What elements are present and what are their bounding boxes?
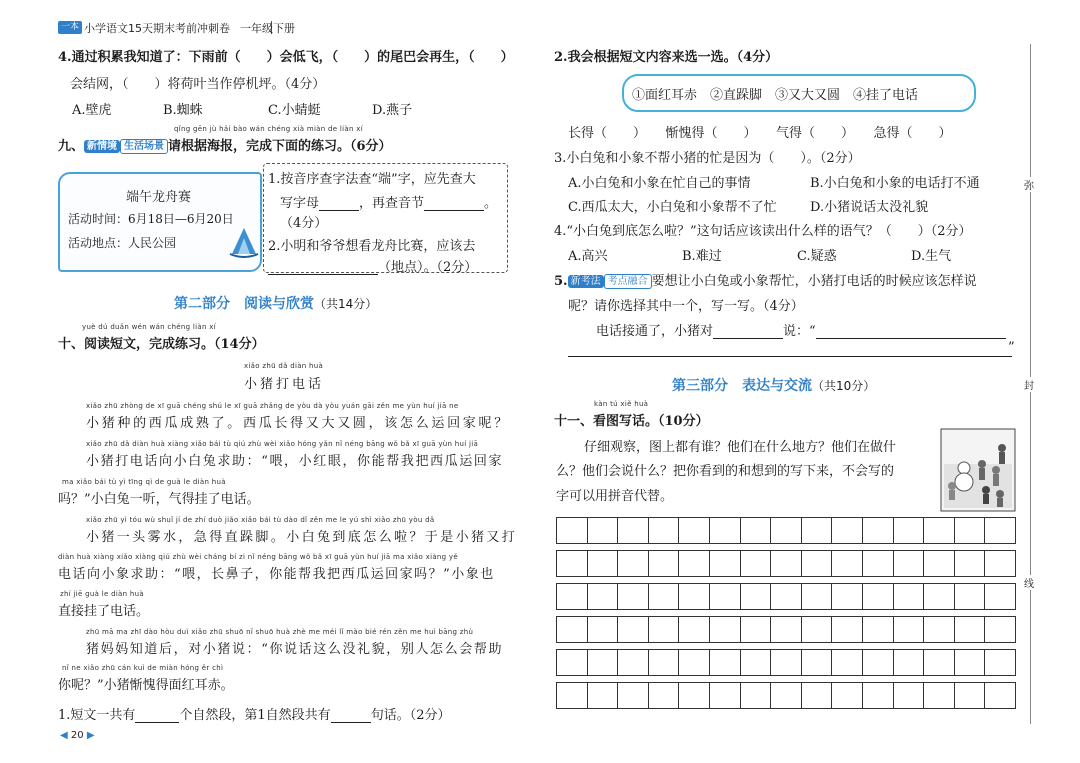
q10-sub5-number: 5.	[554, 274, 568, 289]
writing-grid-cell[interactable]	[954, 517, 986, 544]
speech-blank-2[interactable]	[568, 356, 1012, 357]
writing-grid-cell[interactable]	[770, 583, 802, 610]
q9-sub2-line1: 2.小明和爷爷想看龙舟比赛，应该去	[268, 239, 476, 254]
writing-grid-cell[interactable]	[770, 682, 802, 709]
writing-grid-cell[interactable]	[862, 682, 894, 709]
writing-grid-cell[interactable]	[923, 682, 955, 709]
prev-page-icon: ◀	[60, 730, 68, 741]
seal-char-feng: 封	[1024, 377, 1034, 392]
q10-sub5-line3	[596, 320, 1006, 339]
story-line4: 小猪一头雾水，急得直跺脚。小白兔到底怎么啦？于是小猪又打	[86, 530, 518, 545]
writing-grid-cell[interactable]	[831, 649, 863, 676]
writing-grid-cell[interactable]	[709, 517, 741, 544]
story-line7: 猪妈妈知道后，对小猪说：“你说话这么没礼貌，别人怎么会帮助	[86, 642, 504, 657]
q11-prompt-1: 仔细观察，图上都有谁？他们在什么地方？他们在做什	[584, 440, 897, 455]
writing-grid-cell[interactable]	[954, 583, 986, 610]
writing-grid-cell[interactable]	[709, 682, 741, 709]
dragon-boat-icon	[228, 224, 260, 260]
q4-line2: 会结网，（ ）将荷叶当作停机坪。（4分）	[70, 77, 326, 92]
writing-grid-cell[interactable]	[862, 649, 894, 676]
part2-heading	[174, 293, 377, 313]
q4-line1: 4.通过积累我知道了：下雨前（ ）会低飞，（ ）的尾巴会再生，（ ）	[58, 50, 514, 65]
part2-score: （共14分）	[314, 297, 378, 311]
writing-grid-cell[interactable]	[678, 583, 710, 610]
story-line2: 小猪打电话向小白兔求助：“喂，小红眼，你能帮我把西瓜运回家	[86, 454, 504, 469]
header-title: 小学语文15天期末考前冲刺卷	[84, 22, 230, 35]
writing-grid-cell[interactable]	[709, 616, 741, 643]
writing-grid-cell[interactable]	[678, 550, 710, 577]
q10-sub4-option-c: C.疑惑	[797, 249, 837, 264]
writing-grid-cell[interactable]	[556, 583, 588, 610]
q10-sub1-text-a: 1.短文一共有	[58, 708, 136, 723]
story-line5: 电话向小象求助：“喂，长鼻子，你能帮我把西瓜运回家吗？”小象也	[58, 567, 495, 582]
writing-grid-cell[interactable]	[801, 550, 833, 577]
q10-sub4-option-a: A.高兴	[568, 249, 608, 264]
writing-grid-cell[interactable]	[831, 616, 863, 643]
writing-grid-cell[interactable]	[893, 550, 925, 577]
writing-grid-cell[interactable]	[770, 550, 802, 577]
q9-sub1-text-a: 写字母	[280, 196, 320, 211]
q9-sub2-line2	[268, 256, 477, 275]
writing-grid-cell[interactable]	[587, 550, 619, 577]
q11-prompt-3: 字可以用拼音代替。	[556, 489, 674, 504]
writing-grid[interactable]	[556, 517, 1015, 715]
writing-grid-cell[interactable]	[648, 550, 680, 577]
story-line5-pinyin: diàn huà xiàng xiǎo xiàng qiú zhù wèi cháng bí zi nǐ néng bāng wǒ bǎ xī guā yùn huí jiā ma xiǎo xiàng yě	[58, 553, 458, 561]
series-logo: 一本	[58, 21, 82, 34]
writing-grid-cell[interactable]	[954, 550, 986, 577]
q9-sub1-text-b: ，再查音节	[359, 196, 425, 211]
place-blank[interactable]	[268, 262, 378, 275]
writing-grid-cell[interactable]	[556, 682, 588, 709]
writing-grid-cell[interactable]	[740, 583, 772, 610]
writing-grid-cell[interactable]	[617, 616, 649, 643]
writing-grid-cell[interactable]	[984, 517, 1016, 544]
writing-grid-cell[interactable]	[831, 682, 863, 709]
q10-sub2: 2.我会根据短文内容来选一选。（4分）	[554, 50, 779, 65]
writing-grid-cell[interactable]	[648, 649, 680, 676]
writing-grid-cell[interactable]	[678, 649, 710, 676]
writing-grid-cell[interactable]	[984, 550, 1016, 577]
q10-sub5-line2: 呢？请你选择其中一个，写一写。（4分）	[568, 299, 804, 314]
picture-writing-illustration	[940, 428, 1016, 512]
phrase-choice-box	[622, 74, 976, 112]
page-number-text: 20	[70, 730, 84, 741]
q10-sub5-line1	[554, 270, 977, 289]
writing-grid-cell[interactable]	[678, 517, 710, 544]
q9-sub1-score: （4分）	[280, 216, 328, 231]
q9-sub1-line1: 1.按音序查字法查“端”字，应先查大	[268, 172, 476, 187]
writing-grid-cell[interactable]	[831, 550, 863, 577]
writing-grid-cell[interactable]	[740, 616, 772, 643]
writing-grid-cell[interactable]	[740, 649, 772, 676]
q10-sub3-option-b: B.小白兔和小象的电话打不通	[810, 176, 980, 191]
q9-sub1-text-c: 。	[484, 196, 498, 211]
writing-grid-cell[interactable]	[984, 682, 1016, 709]
q10-sub1-text-c: 句话。（2分）	[370, 708, 451, 723]
writing-grid-cell[interactable]	[587, 682, 619, 709]
writing-grid-cell[interactable]	[893, 616, 925, 643]
q4-option-b: B.蜘蛛	[163, 103, 203, 118]
writing-grid-cell[interactable]	[954, 682, 986, 709]
writing-grid-cell[interactable]	[617, 517, 649, 544]
writing-grid-cell[interactable]	[801, 649, 833, 676]
writing-grid-cell[interactable]	[801, 616, 833, 643]
writing-grid-cell[interactable]	[862, 583, 894, 610]
story-title-pinyin: xiǎo zhū dǎ diàn huà	[244, 362, 324, 370]
poster-title: 端午龙舟赛	[126, 190, 192, 205]
story-line6: 直接挂了电话。	[58, 604, 150, 619]
story-line3-pinyin: ma xiǎo bái tù yì tīng qì de guà le diàn huà	[62, 478, 226, 486]
q10-sub1-text-b: 个自然段，第1自然段共有	[179, 708, 331, 723]
writing-grid-cell[interactable]	[893, 649, 925, 676]
q10-sub1	[58, 704, 450, 723]
q10-sub3-option-c: C.西瓜太大，小白兔和小象帮不了忙	[568, 200, 777, 215]
q10-sub4-option-d: D.生气	[911, 249, 952, 264]
q11-prompt-2: 么？他们会说什么？把你看到的和想到的写下来，不会写的	[556, 464, 895, 479]
writing-grid-cell[interactable]	[862, 517, 894, 544]
header-grade: 一年级下册	[240, 22, 295, 35]
listener-blank[interactable]	[713, 326, 783, 339]
writing-grid-cell[interactable]	[678, 616, 710, 643]
writing-grid-cell[interactable]	[617, 583, 649, 610]
writing-grid-cell[interactable]	[556, 517, 588, 544]
q10-sub3-option-d: D.小猪说话太没礼貌	[810, 200, 929, 215]
writing-grid-cell[interactable]	[740, 682, 772, 709]
writing-grid-cell[interactable]	[954, 649, 986, 676]
writing-grid-cell[interactable]	[770, 616, 802, 643]
story-line8: 你呢？”小猪惭愧得面红耳赤。	[58, 678, 234, 693]
writing-grid-cell[interactable]	[801, 517, 833, 544]
next-page-icon: ▶	[86, 730, 95, 741]
q10-sub5-closing-quote: ”	[1008, 340, 1015, 355]
writing-grid-cell[interactable]	[923, 649, 955, 676]
tag-new-method: 新考法	[568, 275, 604, 288]
writing-grid-cell[interactable]	[893, 682, 925, 709]
writing-grid-cell[interactable]	[770, 649, 802, 676]
writing-grid-cell[interactable]	[648, 517, 680, 544]
writing-grid-cell[interactable]	[678, 682, 710, 709]
writing-grid-cell[interactable]	[617, 550, 649, 577]
q9-number: 九、	[58, 139, 85, 154]
writing-grid-cell[interactable]	[923, 583, 955, 610]
page-number	[60, 730, 95, 741]
writing-grid-cell[interactable]	[984, 616, 1016, 643]
writing-grid-cell[interactable]	[862, 616, 894, 643]
writing-grid-cell[interactable]	[740, 550, 772, 577]
tag-life-scene: 生活场景	[120, 139, 168, 154]
q9-sub1-line2	[280, 192, 497, 211]
part2-title: 第二部分 阅读与欣赏	[174, 296, 314, 312]
q9-heading	[58, 135, 392, 154]
letter-blank[interactable]	[319, 198, 359, 211]
writing-grid-cell[interactable]	[984, 649, 1016, 676]
q10-sub2-blanks: 长得（ ） 惭愧得（ ） 气得（ ） 急得（ ）	[568, 126, 952, 141]
writing-grid-cell[interactable]	[954, 616, 986, 643]
q10-sub3-option-a: A.小白兔和小象在忙自己的事情	[568, 176, 751, 191]
writing-grid-cell[interactable]	[587, 517, 619, 544]
q10-heading: 十、阅读短文，完成练习。（14分）	[58, 337, 265, 352]
q10-sub5-text: 要想让小白兔或小象帮忙，小猪打电话的时候应该怎样说	[651, 274, 977, 289]
story-title: 小猪打电话	[244, 377, 325, 392]
writing-grid-cell[interactable]	[709, 550, 741, 577]
writing-grid-cell[interactable]	[862, 550, 894, 577]
writing-grid-cell[interactable]	[923, 550, 955, 577]
seal-char-xian: 线	[1024, 575, 1034, 590]
q9-text: 请根据海报，完成下面的练习。（6分）	[168, 139, 392, 154]
speech-blank-1[interactable]	[816, 326, 1006, 339]
writing-grid-cell[interactable]	[617, 649, 649, 676]
writing-grid-cell[interactable]	[556, 616, 588, 643]
paragraph-count-blank[interactable]	[135, 710, 179, 723]
writing-grid-cell[interactable]	[617, 682, 649, 709]
syllable-blank[interactable]	[424, 198, 484, 211]
writing-grid-cell[interactable]	[648, 682, 680, 709]
writing-grid-cell[interactable]	[587, 616, 619, 643]
writing-grid-cell[interactable]	[587, 649, 619, 676]
tag-key-points: 考点融合	[604, 274, 652, 289]
writing-grid-cell[interactable]	[556, 649, 588, 676]
writing-grid-cell[interactable]	[587, 583, 619, 610]
q9-pinyin: qǐng gēn jù hǎi bào wán chéng xià miàn de liàn xí	[174, 125, 363, 133]
q9-sub2-text: （地点）。（2分）	[378, 260, 478, 275]
q11-heading: 十一、看图写话。（10分）	[554, 414, 709, 429]
q10-sub5-text-a: 电话接通了，小猪对	[596, 324, 714, 339]
story-line1-pinyin: xiǎo zhū zhòng de xī guā chéng shú le xī guā zhǎng de yòu dà yòu yuán gāi zěn me yùn huí jiā ne	[86, 402, 459, 410]
poster-place: 活动地点：人民公园	[68, 236, 177, 250]
q4-option-d: D.燕子	[372, 103, 413, 118]
part3-heading	[672, 375, 875, 395]
q4-option-a: A.壁虎	[72, 103, 112, 118]
q10-sub4: 4.“小白兔到底怎么啦？”这句话应该读出什么样的语气？（ ）（2分）	[554, 224, 972, 239]
poster-time: 活动时间：6月18日—6月20日	[68, 212, 234, 226]
writing-grid-cell[interactable]	[740, 517, 772, 544]
tag-new-context: 新情境	[84, 140, 120, 153]
writing-grid-cell[interactable]	[648, 583, 680, 610]
story-line4-pinyin: xiǎo zhū yì tóu wù shuǐ jí de zhí duò jiǎo xiǎo bái tù dào dǐ zěn me le yú shì xiǎo zhū yòu dǎ	[86, 516, 435, 524]
q4-option-c: C.小蜻蜓	[268, 103, 321, 118]
writing-grid-cell[interactable]	[801, 583, 833, 610]
writing-grid-cell[interactable]	[923, 517, 955, 544]
seal-char-mi: 弥	[1024, 177, 1034, 192]
writing-grid-cell[interactable]	[893, 583, 925, 610]
story-line6-pinyin: zhí jiē guà le diàn huà	[60, 590, 144, 598]
q11-pinyin: kàn tú xiě huà	[594, 400, 649, 408]
part3-score: （共10分）	[812, 379, 876, 393]
story-line7-pinyin: zhū mā ma zhī dào hòu duì xiǎo zhū shuō nǐ shuō huà zhè me méi lǐ mào bié rén zěn me huì bāng zhù	[86, 628, 474, 636]
writing-grid-cell[interactable]	[648, 616, 680, 643]
story-line8-pinyin: nǐ ne xiǎo zhū cán kuì de miàn hóng ěr chì	[62, 664, 224, 672]
writing-grid-cell[interactable]	[709, 583, 741, 610]
q10-sub5-text-b: 说：“	[783, 324, 816, 339]
writing-grid-cell[interactable]	[556, 550, 588, 577]
writing-grid-cell[interactable]	[801, 682, 833, 709]
event-poster	[58, 172, 262, 272]
writing-grid-cell[interactable]	[709, 649, 741, 676]
story-line2-pinyin: xiǎo zhū dǎ diàn huà xiàng xiǎo bái tù qiú zhù wèi xiǎo hóng yǎn nǐ néng bāng wǒ bǎ xī guā yùn huí jiā	[86, 440, 479, 448]
phrase-choices: ①面红耳赤 ②直跺脚 ③又大又圆 ④挂了电话	[632, 88, 919, 103]
writing-grid-cell[interactable]	[831, 583, 863, 610]
q10-sub4-option-b: B.难过	[682, 249, 722, 264]
writing-grid-cell[interactable]	[831, 517, 863, 544]
writing-grid-cell[interactable]	[893, 517, 925, 544]
writing-grid-cell[interactable]	[984, 583, 1016, 610]
sentence-count-blank[interactable]	[331, 710, 371, 723]
writing-grid-cell[interactable]	[923, 616, 955, 643]
part3-title: 第三部分 表达与交流	[672, 378, 812, 394]
story-line3: 吗？”小白兔一听，气得挂了电话。	[58, 492, 260, 507]
q10-pinyin: yuè dú duǎn wén wán chéng liàn xí	[82, 323, 216, 331]
q10-sub3: 3.小白兔和小象不帮小猪的忙是因为（ ）。（2分）	[554, 151, 861, 166]
story-line1: 小猪种的西瓜成熟了。西瓜长得又大又圆，该怎么运回家呢？	[86, 416, 510, 431]
writing-grid-cell[interactable]	[770, 517, 802, 544]
